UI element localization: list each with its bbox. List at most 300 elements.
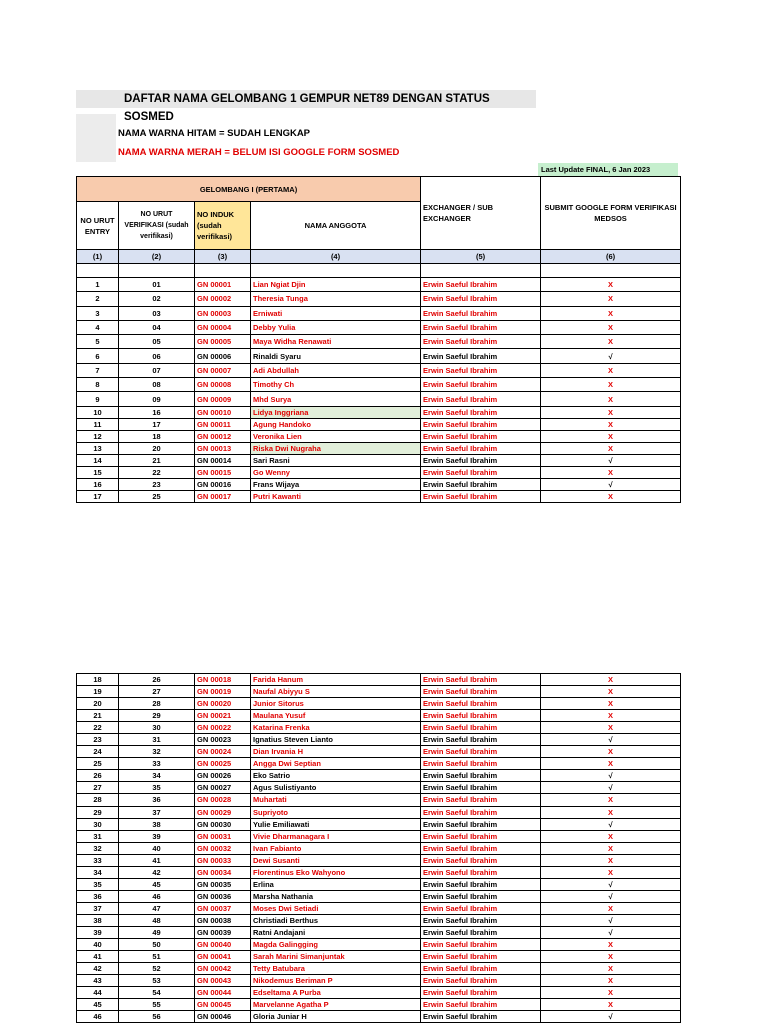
table-row: [77, 854, 681, 866]
verification-number-cell: 52: [119, 963, 195, 975]
member-id-cell: GN 00014: [195, 455, 251, 467]
submit-status-cell: X: [541, 722, 681, 734]
exchanger-cell: Erwin Saeful Ibrahim: [421, 842, 541, 854]
col-num-2: (2): [119, 250, 195, 264]
member-name-cell: Sarah Marini Simanjuntak: [251, 951, 421, 963]
submit-status-cell: √: [541, 349, 681, 363]
member-id-cell: GN 00026: [195, 770, 251, 782]
verification-number-cell: 50: [119, 939, 195, 951]
exchanger-cell: Erwin Saeful Ibrahim: [421, 363, 541, 377]
verification-number-cell: 16: [119, 406, 195, 418]
submit-status-cell: √: [541, 770, 681, 782]
member-name-cell: Muhartati: [251, 794, 421, 806]
table-row: [77, 686, 681, 698]
member-name-cell: Frans Wijaya: [251, 479, 421, 491]
verification-number-cell: 18: [119, 430, 195, 442]
verification-number-cell: 06: [119, 349, 195, 363]
submit-status-cell: X: [541, 292, 681, 306]
member-id-cell: GN 00038: [195, 914, 251, 926]
verification-number-cell: 53: [119, 975, 195, 987]
exchanger-cell: Erwin Saeful Ibrahim: [421, 306, 541, 320]
exchanger-cell: Erwin Saeful Ibrahim: [421, 818, 541, 830]
submit-status-cell: √: [541, 914, 681, 926]
submit-status-cell: √: [541, 878, 681, 890]
exchanger-cell: Erwin Saeful Ibrahim: [421, 770, 541, 782]
verification-number-cell: 08: [119, 378, 195, 392]
member-name-cell: Mhd Surya: [251, 392, 421, 406]
table-row: [77, 746, 681, 758]
entry-number-cell: 40: [77, 939, 119, 951]
verification-number-cell: 25: [119, 491, 195, 503]
entry-number-cell: 24: [77, 746, 119, 758]
submit-status-cell: X: [541, 939, 681, 951]
member-id-cell: GN 00003: [195, 306, 251, 320]
table-row: [77, 987, 681, 999]
member-id-cell: GN 00011: [195, 418, 251, 430]
exchanger-cell: Erwin Saeful Ibrahim: [421, 722, 541, 734]
submit-status-cell: X: [541, 854, 681, 866]
last-update-note: Last Update FINAL, 6 Jan 2023: [538, 163, 678, 176]
table-row: [77, 710, 681, 722]
submit-status-cell: X: [541, 710, 681, 722]
member-id-cell: GN 00046: [195, 1011, 251, 1023]
submit-status-cell: √: [541, 926, 681, 938]
submit-status-cell: X: [541, 794, 681, 806]
member-name-cell: Yulie Emiliawati: [251, 818, 421, 830]
exchanger-cell: Erwin Saeful Ibrahim: [421, 734, 541, 746]
submit-status-cell: X: [541, 418, 681, 430]
member-id-cell: GN 00025: [195, 758, 251, 770]
verification-number-cell: 55: [119, 999, 195, 1011]
member-name-cell: Moses Dwi Setiadi: [251, 902, 421, 914]
member-name-cell: Erniwati: [251, 306, 421, 320]
member-name-cell: Ignatius Steven Lianto: [251, 734, 421, 746]
table-row: [77, 806, 681, 818]
entry-number-cell: 34: [77, 866, 119, 878]
member-name-cell: Sari Rasni: [251, 455, 421, 467]
entry-number-cell: 18: [77, 674, 119, 686]
submit-status-cell: X: [541, 363, 681, 377]
legend-red-text: NAMA WARNA MERAH = BELUM ISI GOOGLE FORM SOSMED: [118, 147, 400, 158]
table-row: [77, 902, 681, 914]
member-id-cell: GN 00032: [195, 842, 251, 854]
entry-number-cell: 30: [77, 818, 119, 830]
member-id-cell: GN 00028: [195, 794, 251, 806]
verification-number-cell: 21: [119, 455, 195, 467]
exchanger-cell: Erwin Saeful Ibrahim: [421, 335, 541, 349]
member-name-cell: Dian Irvania H: [251, 746, 421, 758]
member-id-cell: GN 00017: [195, 491, 251, 503]
member-id-cell: GN 00020: [195, 698, 251, 710]
exchanger-cell: Erwin Saeful Ibrahim: [421, 320, 541, 334]
verification-number-cell: 40: [119, 842, 195, 854]
member-name-cell: Lidya Inggriana: [251, 406, 421, 418]
verification-number-cell: 33: [119, 758, 195, 770]
submit-status-cell: X: [541, 686, 681, 698]
member-name-cell: Theresia Tunga: [251, 292, 421, 306]
entry-number-cell: 17: [77, 491, 119, 503]
entry-number-cell: 39: [77, 926, 119, 938]
submit-status-cell: X: [541, 806, 681, 818]
member-id-cell: GN 00030: [195, 818, 251, 830]
entry-number-cell: 16: [77, 479, 119, 491]
entry-number-cell: 2: [77, 292, 119, 306]
member-id-cell: GN 00040: [195, 939, 251, 951]
table-row: [77, 491, 681, 503]
exchanger-cell: Erwin Saeful Ibrahim: [421, 1011, 541, 1023]
table-row: [77, 842, 681, 854]
table-row: [77, 335, 681, 349]
member-name-cell: Veronika Lien: [251, 430, 421, 442]
entry-number-cell: 13: [77, 442, 119, 454]
table-row: [77, 418, 681, 430]
table-row: [77, 1011, 681, 1023]
verification-number-cell: 09: [119, 392, 195, 406]
entry-number-cell: 14: [77, 455, 119, 467]
member-id-cell: GN 00037: [195, 902, 251, 914]
member-id-cell: GN 00029: [195, 806, 251, 818]
verification-number-cell: 48: [119, 914, 195, 926]
member-name-cell: Maya Widha Renawati: [251, 335, 421, 349]
exchanger-cell: Erwin Saeful Ibrahim: [421, 939, 541, 951]
submit-status-cell: √: [541, 479, 681, 491]
exchanger-cell: Erwin Saeful Ibrahim: [421, 926, 541, 938]
no-urut-verifikasi-header: NO URUT VERIFIKASI (sudah verifikasi): [119, 202, 195, 250]
submit-status-cell: X: [541, 392, 681, 406]
entry-number-cell: 43: [77, 975, 119, 987]
member-id-cell: GN 00005: [195, 335, 251, 349]
member-id-cell: GN 00041: [195, 951, 251, 963]
member-id-cell: GN 00010: [195, 406, 251, 418]
verification-number-cell: 35: [119, 782, 195, 794]
member-id-cell: GN 00009: [195, 392, 251, 406]
exchanger-cell: Erwin Saeful Ibrahim: [421, 292, 541, 306]
member-id-cell: GN 00008: [195, 378, 251, 392]
entry-number-cell: 32: [77, 842, 119, 854]
member-name-cell: Angga Dwi Septian: [251, 758, 421, 770]
entry-number-cell: 3: [77, 306, 119, 320]
exchanger-cell: Erwin Saeful Ibrahim: [421, 830, 541, 842]
verification-number-cell: 04: [119, 320, 195, 334]
member-name-cell: Go Wenny: [251, 467, 421, 479]
entry-number-cell: 46: [77, 1011, 119, 1023]
member-id-cell: GN 00044: [195, 987, 251, 999]
submit-status-cell: √: [541, 455, 681, 467]
submit-status-cell: X: [541, 866, 681, 878]
table-row: [77, 349, 681, 363]
submit-status-cell: √: [541, 890, 681, 902]
submit-status-cell: X: [541, 999, 681, 1011]
entry-number-cell: 33: [77, 854, 119, 866]
entry-number-cell: 37: [77, 902, 119, 914]
submit-status-cell: √: [541, 734, 681, 746]
entry-number-cell: 26: [77, 770, 119, 782]
member-name-cell: Gloria Juniar H: [251, 1011, 421, 1023]
entry-number-cell: 15: [77, 467, 119, 479]
exchanger-cell: Erwin Saeful Ibrahim: [421, 782, 541, 794]
entry-number-cell: 25: [77, 758, 119, 770]
verification-number-cell: 49: [119, 926, 195, 938]
table-row: [77, 442, 681, 454]
submit-status-cell: X: [541, 491, 681, 503]
exchanger-cell: Erwin Saeful Ibrahim: [421, 794, 541, 806]
submit-header: SUBMIT GOOGLE FORM VERIFIKASI MEDSOS: [541, 177, 681, 250]
submit-status-cell: X: [541, 698, 681, 710]
member-name-cell: Ratni Andajani: [251, 926, 421, 938]
submit-status-cell: X: [541, 758, 681, 770]
submit-status-cell: √: [541, 782, 681, 794]
no-urut-entry-header: NO URUT ENTRY: [77, 202, 119, 250]
table-row: [77, 878, 681, 890]
col-num-6: (6): [541, 250, 681, 264]
submit-status-cell: X: [541, 278, 681, 292]
entry-number-cell: 29: [77, 806, 119, 818]
table-row: [77, 363, 681, 377]
exchanger-cell: Erwin Saeful Ibrahim: [421, 999, 541, 1011]
entry-number-cell: 35: [77, 878, 119, 890]
member-name-cell: Riska Dwi Nugraha: [251, 442, 421, 454]
table-row: [77, 926, 681, 938]
submit-status-cell: X: [541, 320, 681, 334]
verification-number-cell: 27: [119, 686, 195, 698]
verification-number-cell: 39: [119, 830, 195, 842]
nama-anggota-header: NAMA ANGGOTA: [251, 202, 421, 250]
member-id-cell: GN 00018: [195, 674, 251, 686]
member-name-cell: Lian Ngiat Djin: [251, 278, 421, 292]
exchanger-cell: Erwin Saeful Ibrahim: [421, 686, 541, 698]
entry-number-cell: 41: [77, 951, 119, 963]
verification-number-cell: 23: [119, 479, 195, 491]
member-id-cell: GN 00023: [195, 734, 251, 746]
exchanger-cell: Erwin Saeful Ibrahim: [421, 963, 541, 975]
verification-number-cell: 05: [119, 335, 195, 349]
members-table-top: [76, 176, 681, 503]
member-id-cell: GN 00045: [195, 999, 251, 1011]
col-num-4: (4): [251, 250, 421, 264]
exchanger-cell: Erwin Saeful Ibrahim: [421, 349, 541, 363]
exchanger-cell: Erwin Saeful Ibrahim: [421, 278, 541, 292]
col-num-3: (3): [195, 250, 251, 264]
exchanger-cell: Erwin Saeful Ibrahim: [421, 914, 541, 926]
submit-status-cell: X: [541, 830, 681, 842]
verification-number-cell: 34: [119, 770, 195, 782]
member-id-cell: GN 00016: [195, 479, 251, 491]
member-name-cell: Rinaldi Syaru: [251, 349, 421, 363]
member-id-cell: GN 00001: [195, 278, 251, 292]
table-row: [77, 722, 681, 734]
document-title: DAFTAR NAMA GELOMBANG 1 GEMPUR NET89 DENGAN STATUS SOSMED: [76, 90, 536, 108]
member-id-cell: GN 00002: [195, 292, 251, 306]
exchanger-cell: Erwin Saeful Ibrahim: [421, 987, 541, 999]
member-id-cell: GN 00043: [195, 975, 251, 987]
verification-number-cell: 46: [119, 890, 195, 902]
entry-number-cell: 21: [77, 710, 119, 722]
member-id-cell: GN 00007: [195, 363, 251, 377]
submit-status-cell: √: [541, 818, 681, 830]
exchanger-cell: Erwin Saeful Ibrahim: [421, 902, 541, 914]
member-name-cell: Erlina: [251, 878, 421, 890]
exchanger-cell: Erwin Saeful Ibrahim: [421, 710, 541, 722]
member-name-cell: Adi Abdullah: [251, 363, 421, 377]
exchanger-cell: Erwin Saeful Ibrahim: [421, 746, 541, 758]
member-name-cell: Timothy Ch: [251, 378, 421, 392]
legend-black-text: NAMA WARNA HITAM = SUDAH LENGKAP: [118, 128, 311, 139]
verification-number-cell: 45: [119, 878, 195, 890]
table-row: [77, 455, 681, 467]
table-row: [77, 278, 681, 292]
exchanger-cell: Erwin Saeful Ibrahim: [421, 806, 541, 818]
exchanger-cell: Erwin Saeful Ibrahim: [421, 890, 541, 902]
exchanger-cell: Erwin Saeful Ibrahim: [421, 674, 541, 686]
table-row: [77, 914, 681, 926]
verification-number-cell: 32: [119, 746, 195, 758]
table-row: [77, 698, 681, 710]
verification-number-cell: 56: [119, 1011, 195, 1023]
exchanger-cell: Erwin Saeful Ibrahim: [421, 491, 541, 503]
exchanger-cell: Erwin Saeful Ibrahim: [421, 430, 541, 442]
submit-status-cell: X: [541, 674, 681, 686]
table-row: [77, 758, 681, 770]
member-id-cell: GN 00039: [195, 926, 251, 938]
member-id-cell: GN 00024: [195, 746, 251, 758]
table-row: [77, 392, 681, 406]
exchanger-cell: Erwin Saeful Ibrahim: [421, 442, 541, 454]
entry-number-cell: 42: [77, 963, 119, 975]
member-name-cell: Christiadi Berthus: [251, 914, 421, 926]
verification-number-cell: 37: [119, 806, 195, 818]
table-row: [77, 963, 681, 975]
table-row: [77, 320, 681, 334]
entry-number-cell: 20: [77, 698, 119, 710]
member-name-cell: Magda Galingging: [251, 939, 421, 951]
table-row: [77, 975, 681, 987]
member-name-cell: Junior Sitorus: [251, 698, 421, 710]
member-name-cell: Nikodemus Beriman P: [251, 975, 421, 987]
member-name-cell: Debby Yulia: [251, 320, 421, 334]
exchanger-cell: Erwin Saeful Ibrahim: [421, 455, 541, 467]
member-name-cell: Agung Handoko: [251, 418, 421, 430]
verification-number-cell: 22: [119, 467, 195, 479]
table-row: [77, 306, 681, 320]
verification-number-cell: 47: [119, 902, 195, 914]
member-id-cell: GN 00031: [195, 830, 251, 842]
member-name-cell: Florentinus Eko Wahyono: [251, 866, 421, 878]
members-bottom-body: [77, 674, 681, 1023]
table-row: [77, 818, 681, 830]
entry-number-cell: 6: [77, 349, 119, 363]
member-id-cell: GN 00019: [195, 686, 251, 698]
table-row: [77, 999, 681, 1011]
exchanger-cell: Erwin Saeful Ibrahim: [421, 698, 541, 710]
submit-status-cell: X: [541, 746, 681, 758]
entry-number-cell: 38: [77, 914, 119, 926]
entry-number-cell: 22: [77, 722, 119, 734]
table-row: [77, 734, 681, 746]
member-id-cell: GN 00042: [195, 963, 251, 975]
verification-number-cell: 36: [119, 794, 195, 806]
verification-number-cell: 20: [119, 442, 195, 454]
submit-status-cell: X: [541, 335, 681, 349]
submit-status-cell: X: [541, 467, 681, 479]
exchanger-cell: Erwin Saeful Ibrahim: [421, 878, 541, 890]
legend-shade: [76, 114, 116, 162]
member-id-cell: GN 00004: [195, 320, 251, 334]
exchanger-cell: Erwin Saeful Ibrahim: [421, 406, 541, 418]
member-name-cell: Farida Hanum: [251, 674, 421, 686]
member-name-cell: Eko Satrio: [251, 770, 421, 782]
verification-number-cell: 38: [119, 818, 195, 830]
submit-status-cell: √: [541, 1011, 681, 1023]
submit-status-cell: X: [541, 951, 681, 963]
exchanger-cell: Erwin Saeful Ibrahim: [421, 392, 541, 406]
members-top-body: [77, 278, 681, 503]
verification-number-cell: 02: [119, 292, 195, 306]
table-row: [77, 292, 681, 306]
exchanger-cell: Erwin Saeful Ibrahim: [421, 975, 541, 987]
member-name-cell: Putri Kawanti: [251, 491, 421, 503]
entry-number-cell: 11: [77, 418, 119, 430]
member-name-cell: Marvelanne Agatha P: [251, 999, 421, 1011]
table-row: [77, 674, 681, 686]
member-id-cell: GN 00027: [195, 782, 251, 794]
exchanger-cell: Erwin Saeful Ibrahim: [421, 378, 541, 392]
member-name-cell: Supriyoto: [251, 806, 421, 818]
verification-number-cell: 03: [119, 306, 195, 320]
member-name-cell: Dewi Susanti: [251, 854, 421, 866]
submit-status-cell: X: [541, 442, 681, 454]
member-id-cell: GN 00036: [195, 890, 251, 902]
col-num-1: (1): [77, 250, 119, 264]
entry-number-cell: 12: [77, 430, 119, 442]
verification-number-cell: 07: [119, 363, 195, 377]
table-row: [77, 782, 681, 794]
entry-number-cell: 45: [77, 999, 119, 1011]
verification-number-cell: 41: [119, 854, 195, 866]
verification-number-cell: 42: [119, 866, 195, 878]
exchanger-cell: Erwin Saeful Ibrahim: [421, 866, 541, 878]
entry-number-cell: 1: [77, 278, 119, 292]
exchanger-cell: Erwin Saeful Ibrahim: [421, 758, 541, 770]
group-header: GELOMBANG I (PERTAMA): [77, 177, 421, 202]
entry-number-cell: 9: [77, 392, 119, 406]
exchanger-cell: Erwin Saeful Ibrahim: [421, 951, 541, 963]
member-id-cell: GN 00022: [195, 722, 251, 734]
submit-status-cell: X: [541, 406, 681, 418]
members-table-bottom: [76, 673, 681, 1023]
member-name-cell: Marsha Nathania: [251, 890, 421, 902]
table-row: [77, 430, 681, 442]
submit-status-cell: X: [541, 975, 681, 987]
no-induk-header: NO INDUK (sudah verifikasi): [195, 202, 251, 250]
member-id-cell: GN 00021: [195, 710, 251, 722]
entry-number-cell: 23: [77, 734, 119, 746]
exchanger-cell: Erwin Saeful Ibrahim: [421, 479, 541, 491]
table-row: [77, 890, 681, 902]
entry-number-cell: 19: [77, 686, 119, 698]
col-num-5: (5): [421, 250, 541, 264]
member-name-cell: Naufal Abiyyu S: [251, 686, 421, 698]
entry-number-cell: 8: [77, 378, 119, 392]
exchanger-cell: Erwin Saeful Ibrahim: [421, 467, 541, 479]
table-row: [77, 406, 681, 418]
submit-status-cell: X: [541, 306, 681, 320]
member-id-cell: GN 00033: [195, 854, 251, 866]
member-name-cell: Agus Sulistiyanto: [251, 782, 421, 794]
member-name-cell: Vivie Dharmanagara I: [251, 830, 421, 842]
entry-number-cell: 4: [77, 320, 119, 334]
table-row: [77, 830, 681, 842]
member-name-cell: Katarina Frenka: [251, 722, 421, 734]
